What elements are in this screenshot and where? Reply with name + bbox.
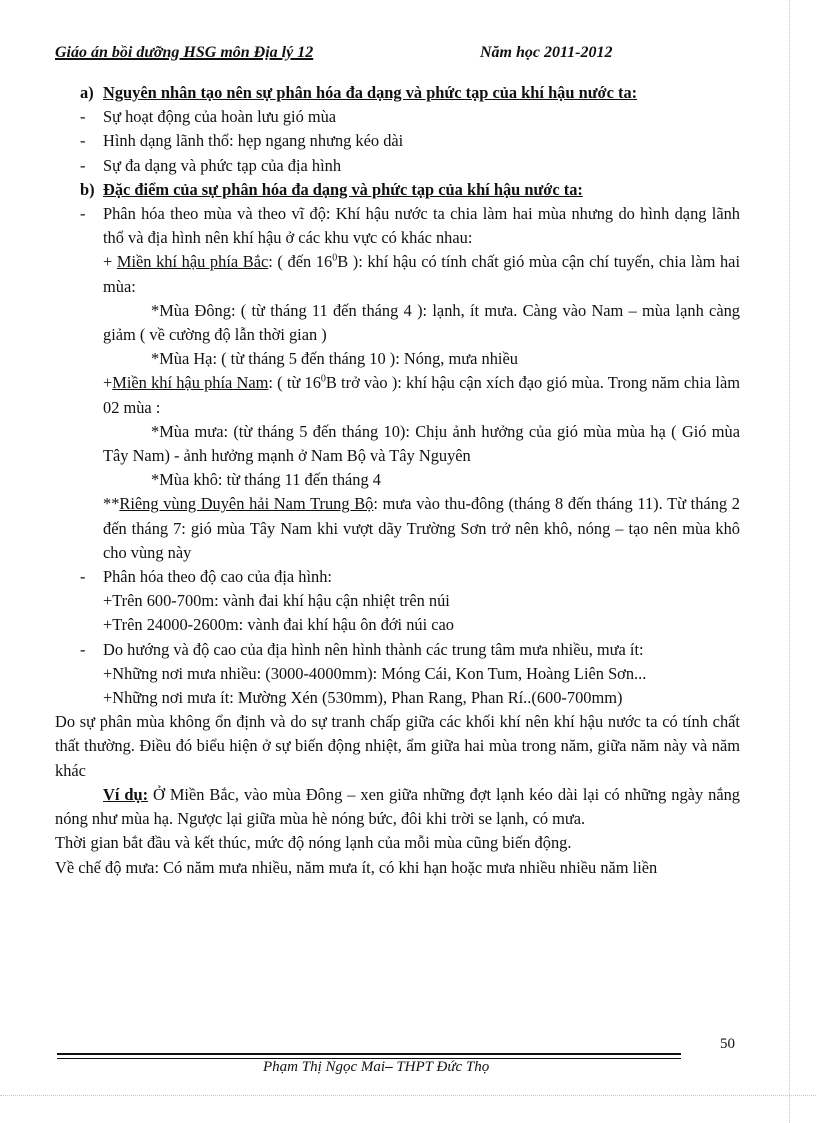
north-prefix: + [103, 252, 117, 272]
list-item-text: Sự hoạt động của hoàn lưu gió mùa [103, 107, 337, 127]
south-climate-label: Miền khí hậu phía Nam [112, 373, 269, 393]
coast-label: Riêng vùng Duyên hải Nam Trung Bộ [119, 494, 374, 514]
south-climate-zone [55, 371, 740, 419]
north-summer: *Mùa Hạ: ( từ tháng 5 đến tháng 10 ): Nóng, mưa nhiều [151, 349, 518, 369]
list-item-text: Phân hóa theo độ cao của địa hình: [103, 567, 332, 587]
header-year: Năm học 2011-2012 [480, 44, 613, 61]
instability-paragraph: Do sự phân mùa không ổn định và do sự tranh chấp giữa các khối khí nên khí hậu nước ta có tính chất thất thường. Điều đó biểu hiện ở sự biến động nhiệt, ẩm giữa hai mùa trong năm, giữa năm này và năm khác [55, 712, 740, 780]
page-margin-guide [789, 0, 790, 1123]
degree-sup: 0 [320, 373, 326, 385]
page-footer [55, 1059, 735, 1076]
list-item-seasonal [55, 202, 740, 250]
footer-author: Phạm Thị Ngọc Mai [263, 1059, 386, 1075]
timing-paragraph: Thời gian bắt đầu và kết thúc, mức độ nóng lạnh của mỗi mùa cũng biến động. [55, 833, 572, 853]
footer-rule [57, 1053, 681, 1055]
section-b-title: Đặc điểm của sự phân hóa đa dạng và phức tạp của khí hậu nước ta: [103, 179, 583, 199]
list-item-altitude [55, 565, 740, 589]
section-a-title: Nguyên nhân tạo nên sự phân hóa đa dạng và phức tạp của khí hậu nước ta: [103, 83, 638, 102]
rain-high: +Những nơi mưa nhiều: (3000-4000mm): Móng Cái, Kon Tum, Hoàng Liên Sơn... [103, 663, 647, 683]
list-item [55, 129, 740, 153]
footer-school: THPT Đức Thọ [392, 1059, 490, 1075]
rain-low: +Những nơi mưa ít: Mường Xén (530mm), Phan Rang, Phan Rí..(600-700mm) [103, 688, 623, 708]
list-marker: - [80, 107, 86, 127]
page-content [55, 81, 740, 880]
altitude-belt-2: +Trên 24000-2600m: vành đai khí hậu ôn đới núi cao [103, 615, 454, 635]
list-item-text: Phân hóa theo mùa và theo vĩ độ: Khí hậu nước ta chia làm hai mùa nhưng do hình dạng lãnh thổ và địa hình nên khí hậu ở các khu vực có khác nhau: [103, 204, 740, 248]
rainfall-paragraph: Về chế độ mưa: Có năm mưa nhiều, năm mưa ít, có khi hạn hoặc mưa nhiều nhiều năm liền [55, 857, 658, 877]
north-climate-zone [55, 250, 740, 298]
list-item-text: Sự đa dạng và phức tạp của địa hình [103, 155, 342, 175]
list-item-rain-centers [55, 638, 740, 662]
list-item [55, 154, 740, 178]
degree-sup: 0 [332, 252, 338, 264]
south-dry-season: *Mùa khô: từ tháng 11 đến tháng 4 [151, 470, 381, 490]
coastal-note [55, 492, 740, 565]
page-number: 50 [720, 1036, 735, 1052]
list-item [55, 105, 740, 129]
north-climate-label: Miền khí hậu phía Bắc [116, 252, 269, 272]
north-text-a: : ( đến 16 [268, 252, 333, 272]
list-marker: - [80, 204, 86, 224]
altitude-belt-1: +Trên 600-700m: vành đai khí hậu cận nhiệt trên núi [103, 591, 450, 611]
list-item-text: Hình dạng lãnh thổ: hẹp ngang nhưng kéo dài [103, 131, 404, 151]
south-text-b: B trở vào ): khí hậu cận xích đạo gió mùa. Trong năm chia làm 02 mùa : [103, 373, 740, 417]
example-label: Ví dụ: [103, 784, 149, 804]
coast-text: : mưa vào thu-đông (tháng 8 đến tháng 11). Từ tháng 2 đến tháng 7: gió mùa Tây Nam khi vượt dãy Trường Sơn trở nên khô, nóng – tạo nên mùa khô cho vùng này [103, 494, 740, 562]
example-paragraph [55, 783, 740, 831]
list-marker: - [80, 131, 86, 151]
list-marker: - [80, 155, 86, 175]
page-bottom-guide [0, 1095, 816, 1096]
header-title: Giáo án bồi dưỡng HSG môn Địa lý 12 [55, 44, 314, 61]
list-item-text: Do hướng và độ cao của địa hình nên hình thành các trung tâm mưa nhiều, mưa ít: [103, 639, 644, 659]
list-marker: - [80, 567, 86, 587]
section-b-heading [55, 178, 740, 202]
footer-dash: – [385, 1059, 393, 1075]
north-winter: *Mùa Đông: ( từ tháng 11 đến tháng 4 ): lạnh, ít mưa. Càng vào Nam – mùa lạnh càng giảm ( về cường độ lẫn thời gian ) [103, 300, 740, 345]
section-a-label: a) [80, 83, 94, 102]
section-b-label: b) [80, 179, 95, 199]
section-a-heading [55, 81, 740, 105]
south-prefix: + [103, 373, 113, 393]
page-header [55, 44, 680, 62]
example-text: Ở Miền Bắc, vào mùa Đông – xen giữa những đợt lạnh kéo dài lại có những ngày nắng nóng như mùa hạ. Ngược lại giữa mùa hè nóng bức, đôi khi trời se lạnh, có mưa. [55, 784, 740, 829]
north-text-b: B ): khí hậu có tính chất gió mùa cận chí tuyến, chia làm hai mùa: [103, 252, 740, 296]
list-marker: - [80, 639, 86, 659]
south-text-a: : ( từ 16 [268, 373, 321, 393]
coast-prefix: ** [103, 494, 120, 514]
south-rainy-season: *Mùa mưa: (từ tháng 5 đến tháng 10): Chịu ảnh hưởng của gió mùa mùa hạ ( Gió mùa Tây Nam) - ảnh hưởng mạnh ở Nam Bộ và Tây Nguyên [103, 421, 740, 466]
